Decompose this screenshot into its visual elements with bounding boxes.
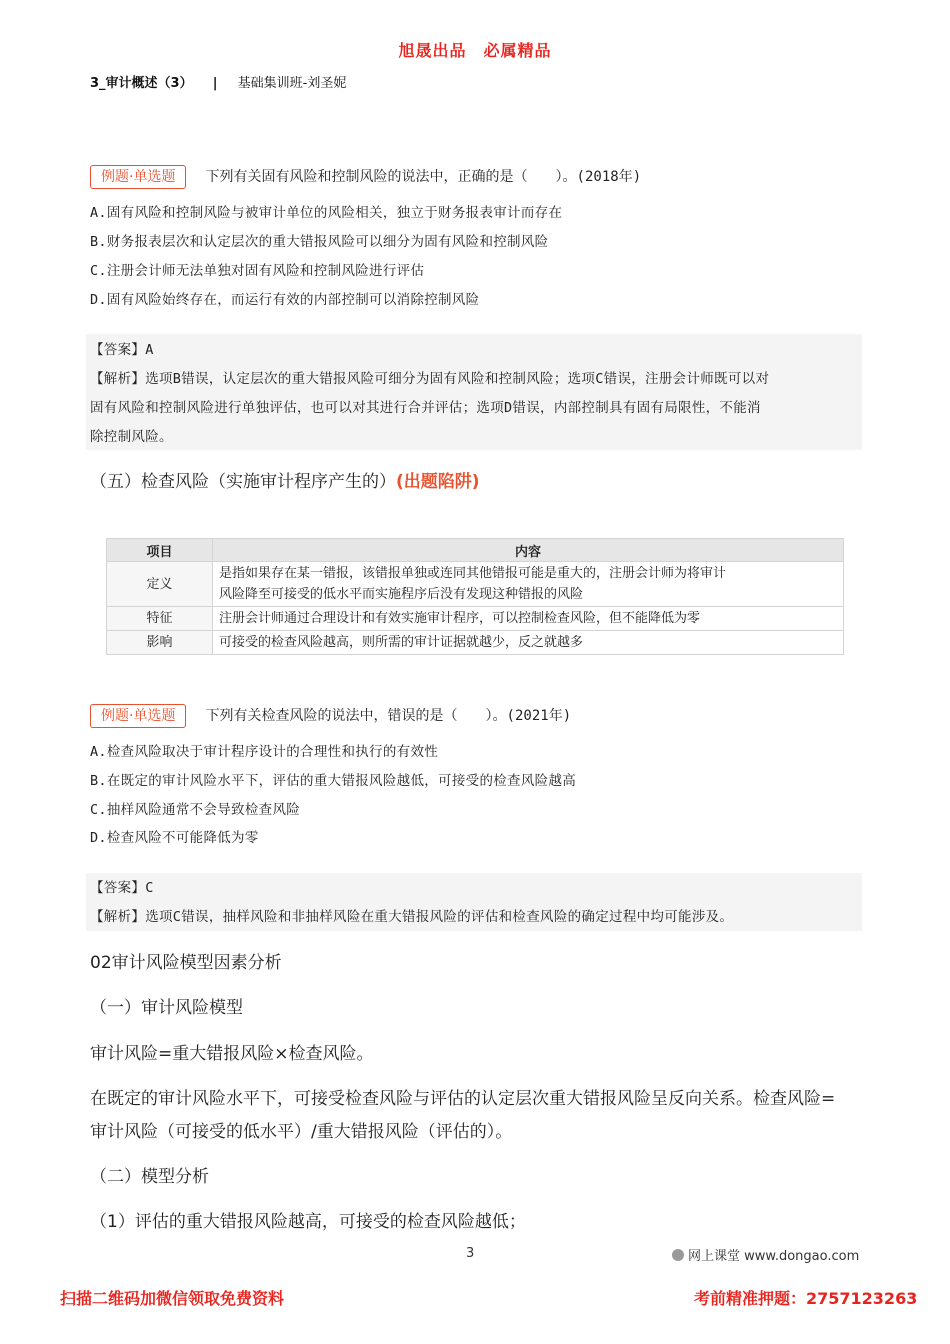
question-1-header	[90, 165, 641, 189]
point-1: （1）评估的重大错报风险越高，可接受的检查风险越低；	[90, 1212, 526, 1232]
subheading-2: （二）模型分析	[90, 1167, 209, 1187]
question-tag: 例题·单选题	[90, 704, 186, 728]
row-item: 定义	[107, 562, 213, 607]
heading-02: 02审计风险模型因素分析	[90, 953, 282, 973]
column-header-content: 内容	[213, 539, 844, 562]
answer-box-2	[86, 873, 862, 931]
course-name: 基础集训班-刘圣妮	[237, 76, 347, 91]
analysis-line: 固有风险和控制风险进行单独评估，也可以对其进行合并评估；选项D错误，内部控制具有固有局限性，不能消	[90, 400, 761, 416]
content-line: 注册会计师通过合理设计和有效实施审计程序，可以控制检查风险，但不能降低为零	[219, 611, 701, 626]
table-row	[107, 631, 844, 655]
row-content	[213, 607, 844, 631]
option-b: B.在既定的审计风险水平下，评估的重大错报风险越低，可接受的检查风险越高	[90, 773, 577, 789]
brand-banner: 旭晟出品 必属精品	[398, 41, 552, 60]
course-line	[90, 72, 346, 91]
option-d: D.固有风险始终存在，而运行有效的内部控制可以消除控制风险	[90, 292, 480, 308]
option-a: A.固有风险和控制风险与被审计单位的风险相关，独立于财务报表审计而存在	[90, 205, 563, 221]
question-2-header	[90, 704, 571, 728]
answer-box-1	[86, 334, 862, 450]
row-content	[213, 562, 844, 607]
page-number: 3	[466, 1246, 475, 1261]
table-header-row	[107, 539, 844, 562]
content-line: 可接受的检查风险越高，则所需的审计证据就越少，反之就越多	[219, 635, 584, 650]
detection-risk-table	[106, 538, 844, 655]
option-d: D.检查风险不可能降低为零	[90, 830, 259, 846]
option-b: B.财务报表层次和认定层次的重大错报风险可以细分为固有风险和控制风险	[90, 234, 549, 250]
formula: 审计风险=重大错报风险×检查风险。	[90, 1044, 374, 1064]
trap-label: (出题陷阱)	[396, 472, 480, 492]
promo-left: 扫描二维码加微信领取免费资料	[60, 1289, 285, 1308]
row-item: 特征	[107, 607, 213, 631]
option-c: C.注册会计师无法单独对固有风险和控制风险进行评估	[90, 263, 425, 279]
option-c: C.抽样风险通常不会导致检查风险	[90, 802, 301, 818]
section-title-text: （五）检查风险（实施审计程序产生的）	[90, 472, 396, 492]
answer: 【答案】A	[90, 342, 154, 358]
promo-right: 考前精准押题：2757123263	[694, 1289, 918, 1308]
table-row	[107, 607, 844, 631]
paragraph-line: 在既定的审计风险水平下，可接受检查风险与评估的认定层次重大错报风险呈反向关系。检查风险=	[90, 1089, 836, 1109]
content-line: 是指如果存在某一错报，该错报单独或连同其他错报可能是重大的，注册会计师为将审计	[219, 566, 727, 581]
row-content	[213, 631, 844, 655]
analysis-line: 【解析】选项C错误，抽样风险和非抽样风险在重大错报风险的评估和检查风险的确定过程中均可能涉及。	[90, 909, 734, 925]
paragraph-line: 审计风险（可接受的低水平）/重大错报风险（评估的）。	[90, 1122, 513, 1142]
table-row	[107, 562, 844, 607]
separator: |	[212, 76, 218, 91]
answer: 【答案】C	[90, 880, 154, 896]
question-stem: 下列有关固有风险和控制风险的说法中，正确的是（ ）。(2018年)	[205, 169, 642, 185]
analysis-line: 除控制风险。	[90, 429, 173, 445]
column-header-item: 项目	[107, 539, 213, 562]
question-stem: 下列有关检查风险的说法中，错误的是（ ）。(2021年)	[205, 708, 572, 724]
section-title-5	[90, 467, 480, 492]
site-credit	[672, 1245, 859, 1264]
option-a: A.检查风险取决于审计程序设计的合理性和执行的有效性	[90, 744, 439, 760]
content-line: 风险降至可接受的低水平而实施程序后没有发现这种错报的风险	[219, 587, 584, 602]
question-tag: 例题·单选题	[90, 165, 186, 189]
dongao-logo-icon	[672, 1249, 684, 1261]
row-item: 影响	[107, 631, 213, 655]
analysis-line: 【解析】选项B错误，认定层次的重大错报风险可细分为固有风险和控制风险；选项C错误，注册会计师既可以对	[90, 371, 770, 387]
chapter-title: 3_审计概述（3）	[90, 76, 193, 91]
subheading-1: （一）审计风险模型	[90, 998, 243, 1018]
site-text: 网上课堂 www.dongao.com	[688, 1249, 860, 1264]
